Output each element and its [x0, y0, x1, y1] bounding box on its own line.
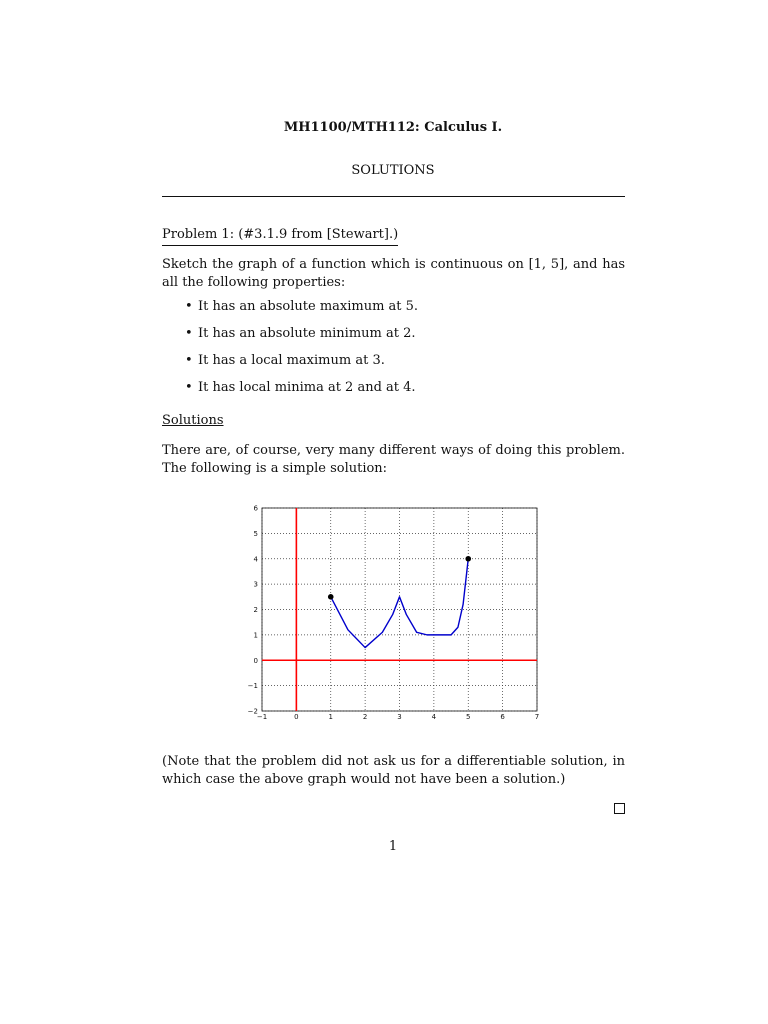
y-tick-label: −2: [247, 707, 258, 716]
y-tick-label: 2: [253, 606, 258, 614]
property-item: • It has a local maximum at 3.: [185, 352, 625, 379]
x-tick-label: −1: [256, 713, 268, 721]
x-tick-label: 7: [534, 713, 540, 721]
properties-list: [185, 298, 625, 406]
problem-text: Sketch the graph of a function which is continuous on [1, 5], and has all the following properties:: [162, 257, 625, 290]
endpoint-marker: [328, 594, 334, 600]
solution-text: There are, of course, very many different ways of doing this problem. The following is a simple solution:: [162, 443, 625, 476]
property-item: • It has an absolute maximum at 5.: [185, 298, 625, 325]
page-number: 1: [388, 839, 398, 854]
property-item: • It has an absolute minimum at 2.: [185, 325, 625, 352]
qed-box: [614, 803, 625, 814]
document-subtitle: SOLUTIONS: [351, 163, 435, 178]
y-tick-label: 0: [253, 656, 258, 665]
function-graph: [240, 498, 550, 728]
y-tick-label: 4: [253, 555, 258, 564]
x-tick-label: 1: [328, 713, 333, 721]
x-tick-label: 5: [466, 713, 471, 721]
x-tick-label: 6: [500, 713, 505, 721]
problem-heading: Problem 1: (#3.1.9 from [Stewart].): [162, 226, 398, 246]
property-item: • It has local minima at 2 and at 4.: [185, 379, 625, 406]
x-tick-label: 2: [362, 713, 368, 721]
horizontal-rule: [162, 196, 625, 197]
x-tick-label: 0: [294, 713, 299, 721]
note-text: (Note that the problem did not ask us for a differentiable solution, in which case the above graph would not have been a solution.): [162, 754, 625, 787]
x-tick-label: 3: [397, 713, 402, 721]
document-title: MH1100/MTH112: Calculus I.: [283, 120, 503, 135]
endpoint-marker: [465, 556, 471, 562]
y-tick-label: 5: [253, 529, 258, 538]
y-tick-label: 1: [253, 631, 258, 640]
y-tick-label: −1: [247, 682, 258, 691]
y-tick-label: 3: [253, 580, 258, 589]
y-tick-label: 6: [253, 504, 258, 513]
solutions-heading: Solutions: [162, 413, 224, 428]
x-tick-label: 4: [431, 713, 437, 721]
